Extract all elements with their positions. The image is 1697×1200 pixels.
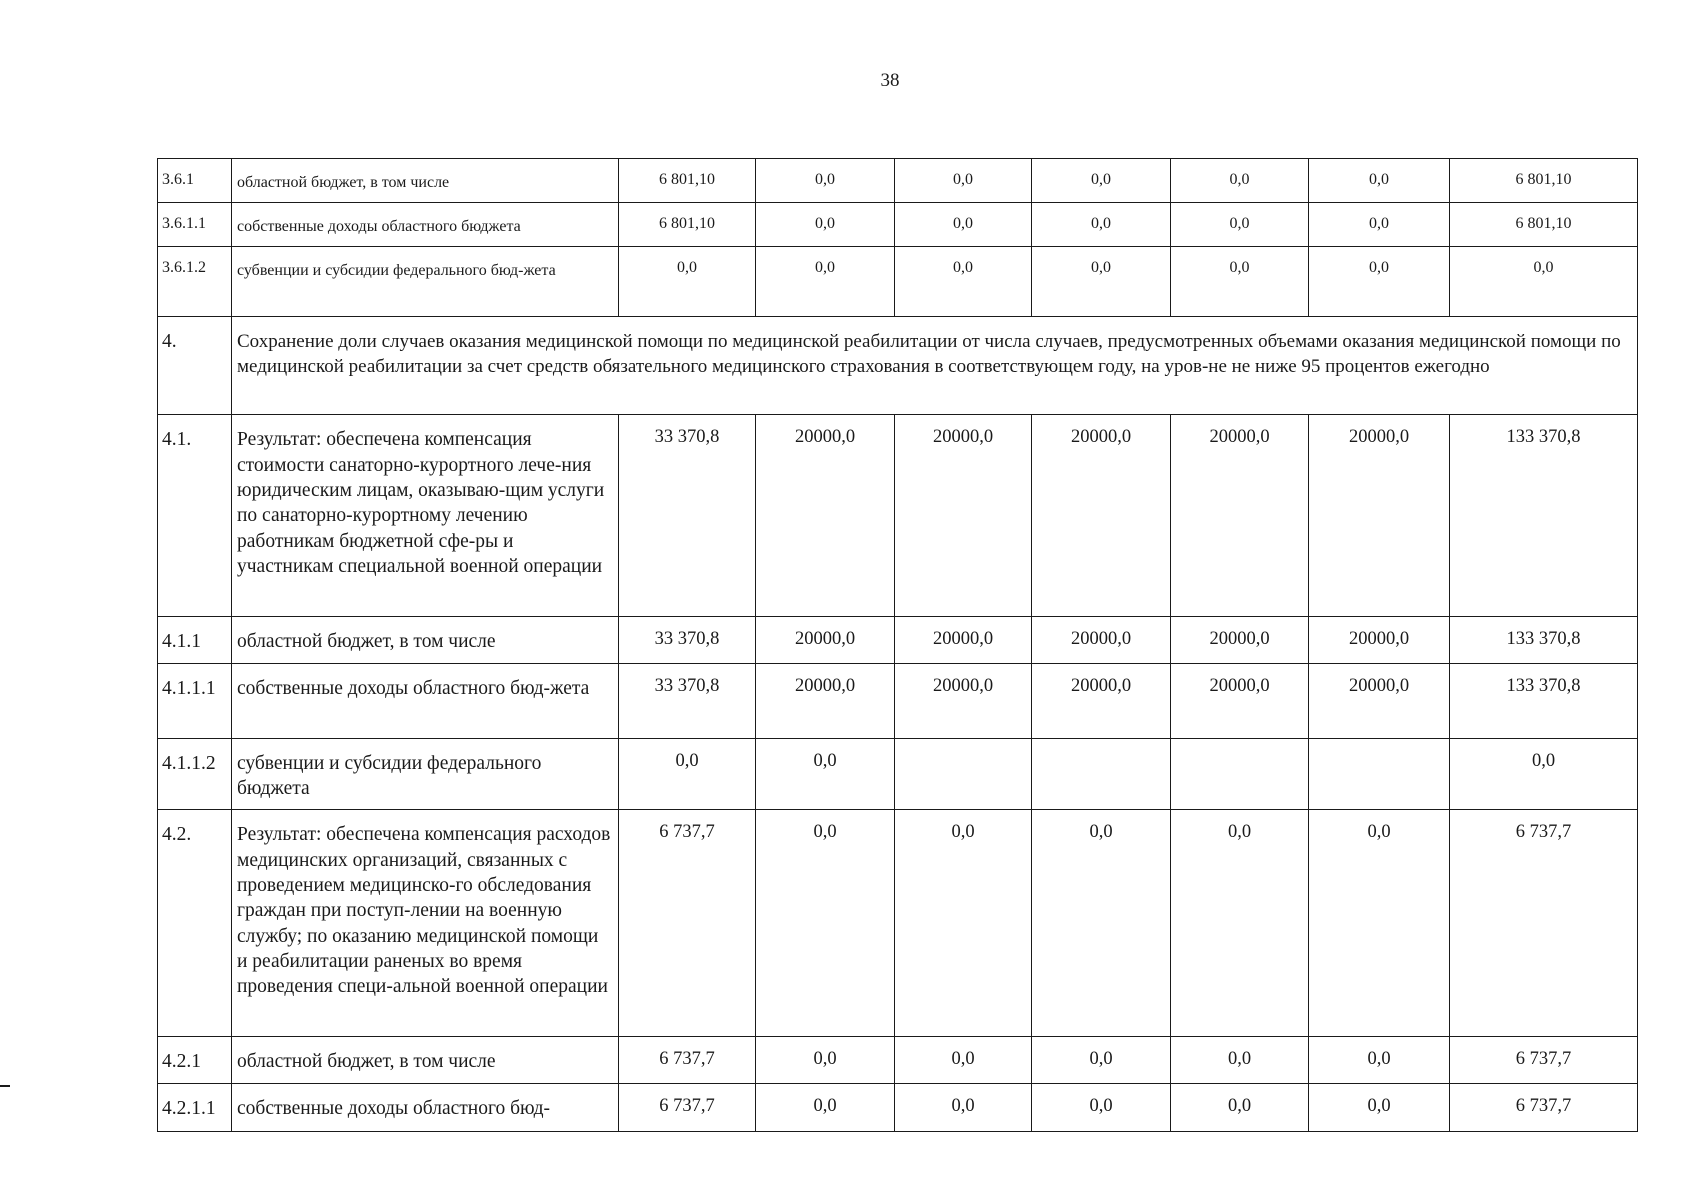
value-cell: 20000,0 — [1032, 617, 1171, 663]
section-heading: Сохранение доли случаев оказания медицинской помощи по медицинской реабилитации от числа случаев, предусмотренных объемами оказания медицинской помощи по медицинской реабилитации за счет средств обязательного медицинского страхования в соответствующем году, на уров-не не ниже 95 процентов ежегодно — [232, 317, 1638, 415]
value-cell: 20000,0 — [895, 663, 1032, 738]
value-cell: 33 370,8 — [619, 617, 756, 663]
row-name: субвенции и субсидии федерального бюджета — [232, 738, 619, 810]
value-cell: 0,0 — [1450, 738, 1638, 810]
value-cell: 0,0 — [895, 1083, 1032, 1131]
value-cell: 0,0 — [895, 247, 1032, 317]
table-row — [158, 617, 1638, 663]
value-cell: 0,0 — [1309, 1083, 1450, 1131]
value-cell: 20000,0 — [756, 663, 895, 738]
value-cell: 0,0 — [1309, 1037, 1450, 1083]
value-cell: 0,0 — [1309, 247, 1450, 317]
value-cell: 20000,0 — [1309, 617, 1450, 663]
value-cell: 0,0 — [1171, 247, 1309, 317]
value-cell: 0,0 — [1450, 247, 1638, 317]
value-cell: 20000,0 — [756, 415, 895, 617]
value-cell: 0,0 — [1171, 203, 1309, 247]
value-cell: 6 737,7 — [619, 810, 756, 1037]
row-code: 4. — [158, 317, 232, 415]
value-cell — [1309, 738, 1450, 810]
value-cell: 20000,0 — [895, 415, 1032, 617]
value-cell: 0,0 — [756, 810, 895, 1037]
value-cell: 0,0 — [1032, 810, 1171, 1037]
value-cell: 133 370,8 — [1450, 415, 1638, 617]
row-code: 4.1.1.1 — [158, 663, 232, 738]
budget-table — [157, 158, 1638, 1132]
row-name: областной бюджет, в том числе — [232, 159, 619, 203]
value-cell: 0,0 — [1032, 203, 1171, 247]
table-row — [158, 738, 1638, 810]
value-cell: 0,0 — [1171, 1037, 1309, 1083]
value-cell: 20000,0 — [895, 617, 1032, 663]
value-cell: 20000,0 — [1171, 617, 1309, 663]
value-cell — [895, 738, 1032, 810]
value-cell: 0,0 — [895, 810, 1032, 1037]
value-cell: 6 737,7 — [619, 1037, 756, 1083]
value-cell: 6 737,7 — [1450, 1083, 1638, 1131]
row-name: собственные доходы областного бюд- — [232, 1083, 619, 1131]
value-cell: 0,0 — [756, 159, 895, 203]
value-cell: 0,0 — [756, 1037, 895, 1083]
value-cell: 6 737,7 — [1450, 1037, 1638, 1083]
table-row — [158, 1083, 1638, 1131]
value-cell: 0,0 — [895, 159, 1032, 203]
value-cell: 6 801,10 — [619, 203, 756, 247]
value-cell: 6 801,10 — [1450, 159, 1638, 203]
value-cell: 133 370,8 — [1450, 617, 1638, 663]
value-cell: 6 801,10 — [1450, 203, 1638, 247]
value-cell: 0,0 — [1309, 159, 1450, 203]
row-code: 4.1.1 — [158, 617, 232, 663]
row-name: собственные доходы областного бюд-жета — [232, 663, 619, 738]
table-row — [158, 203, 1638, 247]
table-row — [158, 663, 1638, 738]
budget-table-container — [157, 158, 1638, 1132]
value-cell: 0,0 — [1171, 1083, 1309, 1131]
table-row — [158, 247, 1638, 317]
table-row — [158, 415, 1638, 617]
value-cell: 0,0 — [1032, 159, 1171, 203]
row-code: 3.6.1.1 — [158, 203, 232, 247]
value-cell: 0,0 — [895, 203, 1032, 247]
row-code: 4.1.1.2 — [158, 738, 232, 810]
value-cell: 33 370,8 — [619, 415, 756, 617]
value-cell: 20000,0 — [1032, 663, 1171, 738]
row-code: 4.1. — [158, 415, 232, 617]
value-cell: 20000,0 — [1171, 415, 1309, 617]
row-name: областной бюджет, в том числе — [232, 1037, 619, 1083]
row-name: собственные доходы областного бюджета — [232, 203, 619, 247]
value-cell — [1171, 738, 1309, 810]
value-cell: 20000,0 — [756, 617, 895, 663]
value-cell: 0,0 — [1032, 247, 1171, 317]
value-cell: 0,0 — [619, 247, 756, 317]
row-code: 4.2.1 — [158, 1037, 232, 1083]
value-cell: 0,0 — [895, 1037, 1032, 1083]
table-row — [158, 1037, 1638, 1083]
value-cell: 133 370,8 — [1450, 663, 1638, 738]
row-code: 3.6.1 — [158, 159, 232, 203]
row-code: 4.2.1.1 — [158, 1083, 232, 1131]
value-cell: 0,0 — [756, 1083, 895, 1131]
value-cell: 0,0 — [1032, 1083, 1171, 1131]
value-cell: 0,0 — [1032, 1037, 1171, 1083]
row-name: Результат: обеспечена компенсация расходов медицинских организаций, связанных с проведением медицинско-го обследования граждан при поступ-лении на военную службу; по оказанию медицинской помощи и реабилитации раненых во время проведения специ-альной военной операции — [232, 810, 619, 1037]
value-cell: 0,0 — [1171, 159, 1309, 203]
row-code: 4.2. — [158, 810, 232, 1037]
value-cell: 0,0 — [1171, 810, 1309, 1037]
value-cell: 20000,0 — [1171, 663, 1309, 738]
table-row — [158, 810, 1638, 1037]
value-cell: 20000,0 — [1032, 415, 1171, 617]
section-row — [158, 317, 1638, 415]
value-cell — [1032, 738, 1171, 810]
value-cell: 0,0 — [756, 203, 895, 247]
value-cell: 6 737,7 — [619, 1083, 756, 1131]
row-name: субвенции и субсидии федерального бюд-жета — [232, 247, 619, 317]
value-cell: 0,0 — [756, 738, 895, 810]
value-cell: 0,0 — [1309, 203, 1450, 247]
value-cell: 20000,0 — [1309, 415, 1450, 617]
value-cell: 20000,0 — [1309, 663, 1450, 738]
row-name: Результат: обеспечена компенсация стоимости санаторно-курортного лече-ния юридическим лицам, оказываю-щим услуги по санаторно-курортному лечению работникам бюджетной сфе-ры и участникам специальной военной операции — [232, 415, 619, 617]
value-cell: 0,0 — [1309, 810, 1450, 1037]
value-cell: 33 370,8 — [619, 663, 756, 738]
row-code: 3.6.1.2 — [158, 247, 232, 317]
value-cell: 6 801,10 — [619, 159, 756, 203]
margin-mark — [0, 1085, 10, 1087]
table-row — [158, 159, 1638, 203]
value-cell: 0,0 — [619, 738, 756, 810]
value-cell: 6 737,7 — [1450, 810, 1638, 1037]
page-number: 38 — [880, 70, 900, 91]
value-cell: 0,0 — [756, 247, 895, 317]
row-name: областной бюджет, в том числе — [232, 617, 619, 663]
